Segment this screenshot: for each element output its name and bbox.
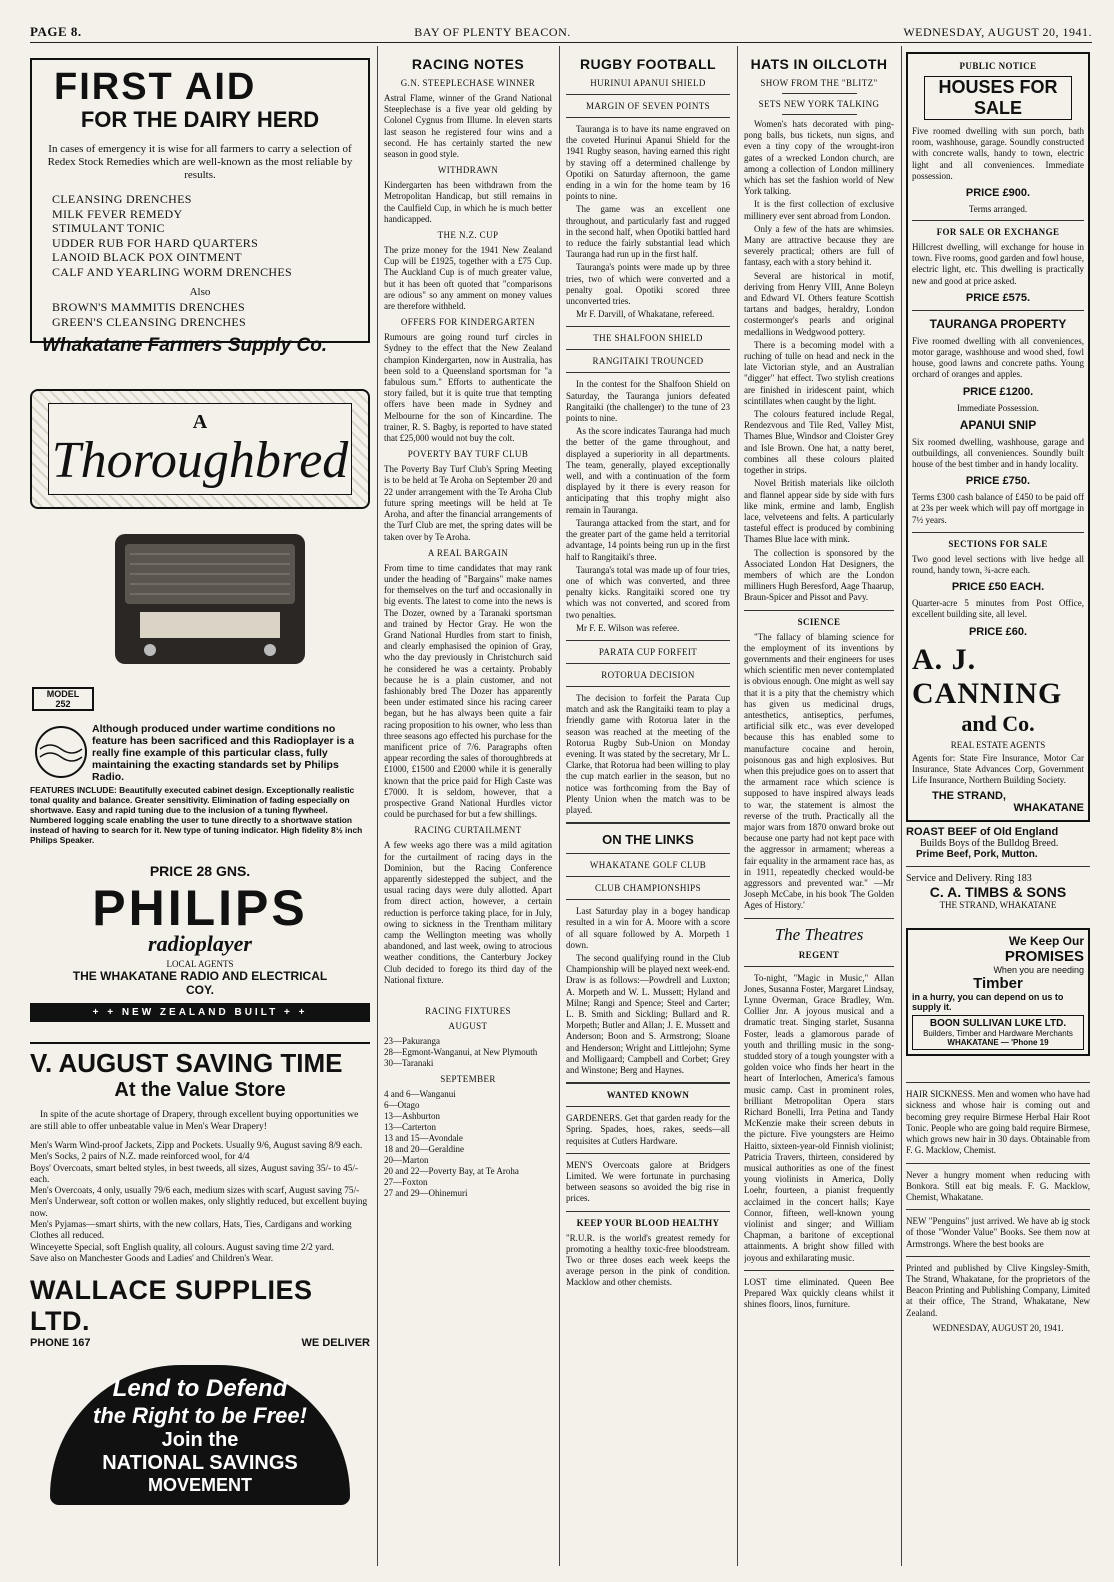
bonkora-notice: Never a hungry moment when reducing with Bonkora. Still eat big meals. F. G. Macklow, Chemist, Whakatane. bbox=[906, 1169, 1090, 1202]
divider bbox=[912, 220, 1084, 221]
fixture-item: 13—Ashburton bbox=[384, 1111, 440, 1122]
terms-1: Terms arranged. bbox=[968, 204, 1028, 215]
tauranga-head: TAURANGA PROPERTY bbox=[929, 316, 1067, 331]
masthead bbox=[30, 24, 1092, 40]
paragraph: The colours featured include Regal, Rendezvous and Tile Red, Valley Mist, Thames Blue, Windsor and Cloister Grey and Isle Brown. One hat, a natty beret, combines all these colours plaited together in strips. bbox=[744, 409, 894, 476]
september-fixtures bbox=[384, 1089, 552, 1199]
divider bbox=[566, 94, 730, 95]
philips-ad bbox=[30, 389, 370, 919]
wanted-2: MEN'S Overcoats galore at Bridgers Limited. We were fortunate in purchasing between seasons so avoided the big rise in prices. bbox=[566, 1159, 730, 1204]
price-5: PRICE £50 EACH. bbox=[951, 581, 1045, 594]
divider bbox=[566, 686, 730, 687]
golf-club-head: WHAKATANE GOLF CLUB bbox=[589, 860, 707, 871]
blood-head: KEEP YOUR BLOOD HEALTHY bbox=[576, 1217, 720, 1228]
rotorua-head: ROTORUA DECISION bbox=[601, 669, 695, 680]
apanui-head: APANUI SNIP bbox=[959, 417, 1037, 432]
remedy-list bbox=[42, 192, 358, 279]
also-label: Also bbox=[189, 286, 211, 298]
roast-beef-head: ROAST BEEF of Old England bbox=[906, 826, 1059, 839]
wanted-1: GARDENERS. Get that garden ready for the Spring. Spades, hoes, rakes, seeds—all requisites at Cutlers Hardware. bbox=[566, 1113, 730, 1146]
remedy-item: LANOID BLACK POX OINTMENT bbox=[52, 250, 242, 264]
divider bbox=[744, 966, 894, 967]
section-head: WITHDRAWN bbox=[437, 165, 499, 176]
section-body: A few weeks ago there was a mild agitation for the curtailment of racing days in the Dominion, but the Racing Conference apparently sidestepped the subject, and the usual racing days were duly allotted. Apart from direct action, however, a certain reduction is perforce taking place, for in July, owing to sickness in the Trentham military camp the Wellington meeting was wholly abandoned, and last week, owing to atrocious weather conditions, the Canterbury Jockey Club decided to forego its third day of the National fixture. bbox=[384, 840, 552, 985]
divider bbox=[744, 918, 894, 919]
remedy-item: CALF AND YEARLING WORM DRENCHES bbox=[52, 264, 292, 279]
rugby-sub-1: HURINUI APANUI SHIELD bbox=[590, 78, 706, 88]
regent-head: REGENT bbox=[798, 949, 840, 960]
divider bbox=[906, 1256, 1090, 1257]
racing-column bbox=[384, 46, 552, 1576]
house-1: Five roomed dwelling with sun porch, bath room, washhouse, garage. Soundly constructed with concrete walls, handy to town, electric light and all conveniences. Immediate possession. bbox=[912, 126, 1084, 181]
paragraph: The second qualifying round in the Club Championship will be played next week-end. Draw is as follows:—Powdrell and Luxton; A. Morpeth and W. L. Mussett; Hyland and Milne; Rangi and Spence; Steel and Carter; L. B. Smith and Sickling; Bullard and R. Morpeth; Butler and Allan; J. E. Mussett and Anderson; Boon and S. Armstrong; Sloane and Henderson; Wright and Littlejohn; Syme and Molligaard; Campbell and Corbet; Grey and Winstone; Berg and Haynes. bbox=[566, 952, 730, 1075]
issue-date: WEDNESDAY, AUGUST 20, 1941. bbox=[903, 24, 1092, 39]
sale-line: Boys' Overcoats, smart belted styles, in best tweeds, all sizes, August saving 35/- to 45/- each. bbox=[30, 1163, 359, 1185]
radio-illustration bbox=[110, 524, 310, 674]
divider bbox=[782, 114, 857, 115]
philips-blurb: Although produced under wartime conditions no feature has been sacrificed and this Radioplayer is a really fine example of this particular class, fully maintaining the exacting standards set by Philips Radio. bbox=[92, 723, 355, 783]
divider bbox=[566, 326, 730, 327]
savings-line-1: Lend to Defend bbox=[112, 1375, 288, 1403]
house-3: Five roomed dwelling with all conveniences, motor garage, washhouse and wood shed, fowl house, good lawns and concrete paths. Young orchard of oranges and apples. bbox=[912, 335, 1084, 380]
fixture-item: 20—Marton bbox=[384, 1155, 429, 1166]
philips-features: FEATURES INCLUDE: Beautifully executed cabinet design. Exceptionally realistic tonal quality and balance. Greater sensitivity. Elimination of fading especially on shortwave. Easy and rapid tuning due to the inclusion of a tuning flywheel. Numbered logging scale enabling the user to tune directly to a shortwave station instead of having to search for it. New type of tuning indicator. High fidelity 8½ inch Philips Speaker. bbox=[30, 785, 363, 845]
paragraph: Mr F. Darvill, of Whakatane, refereed. bbox=[576, 309, 715, 320]
public-notice-box bbox=[906, 52, 1090, 822]
paragraph: As the score indicates Tauranga had much the better of the game throughout, and displayed a superiority in all departments. The team, generally, played exceptionally well, and with a continuation of the form displayed by it there is every reason for anticipating that this trophy might also remain in Tauranga. bbox=[566, 426, 730, 515]
hair-notice: HAIR SICKNESS. Men and women who have had sickness and whose hair is coming out and becoming grey require Birmese Herbal Hair Root Tonic. People who are going bald require Birmese, which grows new hair in 30 days. Obtainable from F. G. Macklow, Chemist. bbox=[906, 1089, 1090, 1156]
value-store-ad bbox=[30, 1042, 370, 1349]
fixture-item: 13—Carterton bbox=[384, 1122, 436, 1133]
farmers-supply-name: Whakatane Farmers Supply Co. bbox=[42, 335, 328, 356]
timbs-name: C. A. TIMBS & SONS bbox=[929, 884, 1067, 901]
thoroughbred-a: A bbox=[192, 411, 208, 433]
wallace-supplies-name: WALLACE SUPPLIES LTD. bbox=[30, 1275, 313, 1337]
paragraph: Tauranga attacked from the start, and for the greater part of the game held a territorial advantage, 14 points being run up in the first half to Rangitaiki's three. bbox=[566, 517, 730, 562]
paragraph: Several are historical in motif, deriving from Henry VIII, Anne Boleyn and Edward VI. Others feature Scottish tartans and badges, heraldry, London costermonger's pearls and original medallions in Wedgwood pottery. bbox=[744, 270, 894, 337]
august-label: AUGUST bbox=[448, 1021, 488, 1032]
champs-head: CLUB CHAMPIONSHIPS bbox=[595, 883, 701, 894]
remedy-item: STIMULANT TONIC bbox=[52, 221, 165, 235]
remedy-item: GREEN'S CLEANSING DRENCHES bbox=[52, 314, 246, 329]
hats-sub-1: SHOW FROM THE "BLITZ" bbox=[760, 78, 878, 88]
exchange-head: FOR SALE OR EXCHANGE bbox=[936, 227, 1060, 238]
price-6: PRICE £60. bbox=[968, 625, 1028, 638]
wallace-deliver: WE DELIVER bbox=[301, 1337, 370, 1350]
price-4: PRICE £750. bbox=[965, 475, 1031, 488]
price-3: PRICE £1200. bbox=[962, 385, 1034, 398]
science-head: SCIENCE bbox=[797, 616, 841, 627]
section-head: OFFERS FOR KINDERGARTEN bbox=[400, 317, 536, 328]
section-head: THE N.Z. CUP bbox=[437, 230, 499, 241]
promise-line-3: When you are needing bbox=[993, 965, 1084, 976]
fixture-item: 27—Foxton bbox=[384, 1177, 428, 1188]
boon-trade: Builders, Timber and Hardware Merchants bbox=[923, 1029, 1073, 1039]
section-1: Two good level sections with live hedge all round, handy town, ¾-acre each. bbox=[912, 553, 1084, 576]
boon-box bbox=[912, 1015, 1084, 1050]
agency-list: Agents for: State Fire Insurance, Motor Car Insurance, State Advances Corp, Government Life Insurance, Northern Building Society. bbox=[912, 752, 1084, 786]
promise-line-1: We Keep Our bbox=[1008, 934, 1084, 949]
parata-body bbox=[566, 693, 730, 816]
rangitaiki-head: RANGITAIKI TROUNCED bbox=[592, 356, 704, 367]
parata-head: PARATA CUP FORFEIT bbox=[598, 646, 698, 657]
section-head: RACING CURTAILMENT bbox=[414, 825, 522, 836]
divider bbox=[566, 349, 730, 350]
racing-title: RACING NOTES bbox=[411, 56, 525, 72]
divider bbox=[566, 1106, 730, 1107]
fixture-item: 23—Pakuranga bbox=[384, 1036, 440, 1047]
fixture-item: 27 and 29—Ohinemuri bbox=[384, 1188, 468, 1199]
fixture-item: 6—Otago bbox=[384, 1100, 420, 1111]
paragraph: The game was an excellent one throughout, and particularly fast and rugged in the second half, when Opotiki battled hard to reduce the fairly substantial lead which Tauranga had run up in the first half. bbox=[566, 204, 730, 260]
sale-line: Men's Pyjamas—smart shirts, with the new collars, Hats, Ties, Cardigans and working Clothes all reduced. bbox=[30, 1220, 352, 1242]
fixture-item: 18 and 20—Geraldine bbox=[384, 1144, 464, 1155]
divider bbox=[566, 853, 730, 854]
fixture-item: 4 and 6—Wanganui bbox=[384, 1089, 456, 1100]
timber-word: Timber bbox=[973, 975, 1023, 993]
section-head: POVERTY BAY TURF CLUB bbox=[407, 449, 529, 460]
blood-body: "R.U.R. is the world's greatest remedy for promoting a healthy toxic-free bloodstream. Two or three doses each week keeps the average person in the pink of condition. Macklow and other chemists. bbox=[566, 1232, 730, 1288]
radio-knob bbox=[144, 644, 156, 656]
roast-beef-line: Builds Boys of the Bulldog Breed. bbox=[920, 838, 1059, 850]
section-body: From time to time candidates that may rank under the heading of "Bargains" make names for themselves on the turf and occasionally in big events. The latest to come into the news is The Dozer, owned by a Taranaki sportsman and trained by Hector Gray. He won the Grand National Hurdles from start to finish, and clearly emphasised the opinion of Gray, who the day previously in Christchurch said he considered he was a certainty. Probably because he is a plain customer, and not fashionably bred The Dozer has apparently been under estimated since his racing career began, but he has always been quite a fair racing proposition to his owner, who less than three seasons ago effected his purchase for the manificent price of 7/6. Paragraphs often appear recording the sales of thoroughbreds at £1000, £1500 and £2000 while it is generally known that the price paid for High Caste was £7000. It is seldom, however, that a prospective Grand National Hurdles victor could be purchased for but a few shillings. bbox=[384, 562, 552, 820]
paragraph: Tauranga's points were made up by three tries, two of which were converted and a penalty goal. Opotiki scored three unconverted tries. bbox=[566, 262, 730, 307]
value-store-subtitle: At the Value Store bbox=[114, 1079, 286, 1101]
national-savings-ad bbox=[50, 1365, 350, 1505]
fixture-item: 20 and 22—Poverty Bay, at Te Aroha bbox=[384, 1166, 519, 1177]
hats-sub-2: SETS NEW YORK TALKING bbox=[758, 99, 880, 109]
sale-line: Winceyette Special, soft English quality, all colours. August saving time 2/2 yard. bbox=[30, 1242, 334, 1253]
philips-price: PRICE 28 GNS. bbox=[149, 863, 251, 879]
model-number: 252 bbox=[55, 699, 71, 709]
boon-phone: WHAKATANE — 'Phone 19 bbox=[947, 1038, 1049, 1048]
fixture-item: 13 and 15—Avondale bbox=[384, 1133, 463, 1144]
section-head: G.N. STEEPLECHASE WINNER bbox=[400, 78, 536, 88]
paragraph: Women's hats decorated with ping-pong balls, bus tickets, nun signs, and even a tiny copy of the wrought-iron gates of a wrecked London church, are among a collection of London millinery which has set the fashion world of New York talking. bbox=[744, 119, 894, 197]
sections-head: SECTIONS FOR SALE bbox=[948, 538, 1048, 549]
divider bbox=[566, 1211, 730, 1212]
paragraph: In the contest for the Shalfoon Shield on Saturday, the Tauranga juniors defeated Rangitaiki (the challenger) to the tune of 23 points to nine. bbox=[566, 379, 730, 424]
paragraph: Tauranga's total was made up of four tries, one of which was converted, and three penalty kicks. Rangitaiki scored one try which was not converted, and scored from two penalties. bbox=[566, 564, 730, 620]
sale-line: Men's Warm Wind-proof Jackets, Zipp and Pockets. Usually 9/6, August saving 8/9 each. bbox=[30, 1141, 363, 1151]
savings-line-5: MOVEMENT bbox=[147, 1475, 252, 1496]
fixture-item: 28—Egmont-Wanganui, at New Plymouth bbox=[384, 1047, 538, 1058]
column-rule bbox=[559, 46, 560, 1566]
radio-agent-name: THE WHAKATANE RADIO AND ELECTRICAL COY. bbox=[72, 969, 328, 997]
model-label: MODEL bbox=[46, 689, 80, 699]
wallace-contact bbox=[30, 1337, 370, 1349]
golf-body bbox=[566, 906, 730, 1076]
section-body: The Poverty Bay Turf Club's Spring Meeting is to be held at Te Aroha on September 20 and 22 under arrangement with the Te Aroha Club future spring meetings will be held at Te Aroha, and after the financial arrangements of the Turf Club are met, the spring dates will be taken over by Te Aroha. bbox=[384, 464, 552, 542]
radioplayer-logo: radioplayer bbox=[148, 931, 252, 956]
divider bbox=[566, 117, 730, 118]
masthead-rule bbox=[30, 42, 1092, 43]
local-agents-label: LOCAL AGENTS bbox=[166, 959, 234, 969]
divider bbox=[782, 93, 857, 94]
sale-line: Men's Underwear, soft cotton or wollen makes, only slightly reduced, but excellent buying now. bbox=[30, 1197, 368, 1219]
paragraph: There is a becoming model with a ruching of tulle on head and neck in the late Victorian style, and an Australian "digger" hat effect. Two stylish creations are finished in iridescent paint, which scintillates when caught by the light. bbox=[744, 339, 894, 406]
rugby-sub-2: MARGIN OF SEVEN POINTS bbox=[585, 101, 711, 111]
divider bbox=[744, 610, 894, 611]
theatres-title: The Theatres bbox=[774, 924, 864, 944]
divider bbox=[566, 372, 730, 373]
section-body: Astral Flame, winner of the Grand National Steeplechase is a five year old gelding by Colonel Cygnus from Illume. In eleven starts last season he registered four wins and a second. He has certainly started the new season in good style. bbox=[384, 93, 552, 160]
service-line: Service and Delivery. Ring 183 bbox=[906, 873, 1032, 885]
savings-line-4: NATIONAL SAVINGS bbox=[102, 1452, 298, 1475]
promise-line-4: in a hurry, you can depend on us to supply it. bbox=[912, 992, 1064, 1013]
hats-column bbox=[744, 46, 894, 1576]
divider bbox=[906, 1209, 1090, 1210]
divider bbox=[906, 866, 1090, 867]
theatre-body bbox=[744, 973, 894, 1264]
boon-name: BOON SULLIVAN LUKE LTD. bbox=[929, 1018, 1067, 1030]
radio-dial bbox=[140, 612, 280, 638]
paragraph: Tauranga is to have its name engraved on the coveted Hurinui Apanui Shield for the 1941 Rugby season, having earned this right by staving off a determined challenge by Opotiki on Saturday afternoon, the game ending in a win for the home team by 16 points to nine. bbox=[566, 124, 730, 202]
remedy-item: CLEANSING DRENCHES bbox=[52, 192, 192, 206]
ads-column bbox=[30, 46, 370, 1576]
section-body: The prize money for the 1941 New Zealand Cup will be £1925, together with a £75 Cup. The Auckland Cup is of much greater value, but it has been oft quoted that "comparisons are odious" so any amment on money values are therefore withheld. bbox=[384, 245, 552, 312]
terms-4: Terms £300 cash balance of £450 to be paid off at 23s per week which will pay off mortgage in 7½ years. bbox=[912, 492, 1084, 525]
nz-built-banner: + + NEW ZEALAND BUILT + + bbox=[30, 1003, 370, 1022]
sale-line: Save also on Manchester Goods and Ladies' and Children's Wear. bbox=[30, 1253, 274, 1264]
divider bbox=[912, 532, 1084, 533]
rugby-title: RUGBY FOOTBALL bbox=[579, 56, 716, 72]
divider bbox=[912, 310, 1084, 311]
savings-line-3: Join the bbox=[161, 1429, 239, 1452]
science-body bbox=[744, 632, 894, 912]
column-rule bbox=[901, 46, 902, 1566]
first-aid-title: FIRST AID bbox=[54, 66, 257, 108]
thoroughbred-script: Thoroughbred bbox=[51, 432, 349, 489]
paper-name: BAY OF PLENTY BEACON. bbox=[414, 24, 571, 39]
paragraph: Only a few of the hats are whimsies. Many are attractive because they are severely practical; others are full of fantasy, each with a story behind it. bbox=[744, 223, 894, 268]
canning-name: A. J. CANNING bbox=[912, 642, 1063, 710]
model-badge bbox=[32, 687, 94, 711]
radio-knob bbox=[264, 644, 276, 656]
links-title: ON THE LINKS bbox=[602, 832, 694, 848]
remedy-item: MILK FEVER REMEDY bbox=[52, 206, 183, 221]
remedy-list-2 bbox=[42, 300, 358, 329]
paragraph: The decision to forfeit the Parata Cup match and ask the Rangitaiki team to play a friendly game with Rotorua later in the season was reached at the meeting of the Rotorua Rugby Sub-Union on Monday evening. It was stated by the secretary, Mr L. Clarke, that Rotorua had been willing to play the cup match earlier in the season, but no notice was forthcoming from the Bay of Plenty Union when the match was to be played. bbox=[566, 692, 730, 815]
divider bbox=[566, 899, 730, 900]
hats-body bbox=[744, 119, 894, 604]
footer-date: WEDNESDAY, AUGUST 20, 1941. bbox=[932, 1322, 1064, 1333]
first-aid-subtitle: FOR THE DAIRY HERD bbox=[80, 107, 320, 132]
section-body: Kindergarten has been withdrawn from the Metropolitan Handicap, but still remains in the Caulfield Cup, in which he is much better handicapped. bbox=[384, 180, 552, 224]
paragraph: "The fallacy of blaming science for the employment of its inventions by governments and their engineers for uses which scientific men never contemplated is obvious enough. One might as well say that it is a pity that the chemistry which has given us medicinal drugs, antesthetics, antiseptics, perfumes, artificial silk etc., was ever developed because this has enabled some to manufacture cocaine and heroin, poisonous gas and high explosives. But when this prejudice goes on to assert that the armament race which science is supposed to have inspired always leads to war, the statement is almost the reverse of the truth. Practically all the major wars from 1870 onward broke out because one party had not kept pace with the aggressor in armament; whereas a fair equality in the armament race has, as in 1911, repeatedly checked would-be aggressors and prevented war." —Mr Joseph McCabe, in his book 'The Golden Ages of History.' bbox=[744, 631, 894, 911]
rugby-body bbox=[566, 124, 730, 320]
terms-3: Immediate Possession. bbox=[957, 402, 1039, 413]
paragraph: Mr F. E. Wilson was referee. bbox=[576, 622, 680, 633]
divider bbox=[566, 876, 730, 877]
section-2: Quarter-acre 5 minutes from Post Office, excellent building site, all level. bbox=[912, 598, 1084, 620]
canning-co: and Co. bbox=[961, 710, 1035, 736]
canning-strand: THE STRAND, bbox=[932, 790, 1006, 803]
paragraph: Last Saturday play in a bogey handicap resulted in a win for A. Moore with a score of all square followed by A. Morpeth 1 down. bbox=[566, 906, 730, 950]
houses-for-sale-title: HOUSES FOR SALE bbox=[924, 76, 1072, 120]
real-estate-label: REAL ESTATE AGENTS bbox=[950, 739, 1046, 750]
price-2: PRICE £575. bbox=[965, 291, 1031, 304]
page-number: PAGE 8. bbox=[30, 24, 82, 39]
canning-town: WHAKATANE bbox=[1013, 802, 1084, 815]
fixtures-title: RACING FIXTURES bbox=[425, 1006, 511, 1017]
thoroughbred-banner bbox=[30, 389, 370, 509]
september-label: SEPTEMBER bbox=[440, 1074, 496, 1085]
section-head: A REAL BARGAIN bbox=[427, 547, 509, 558]
paragraph: Novel British materials like oilcloth and flannel appear side by side with furs like mink, ermine and lamb, English lace, velveteens and felts. A particularly tasteful effect is produced by combining Thames Blue lace with mink. bbox=[744, 478, 894, 545]
public-notice-head: PUBLIC NOTICE bbox=[959, 61, 1037, 71]
boon-sullivan-ad bbox=[906, 928, 1090, 1056]
section-body: Rumours are going round turf circles in Sydney to the effect that the New Zealand champion Kindergarten, now in Australia, has been sold to a Queensland sportsman for "a fabulous sum." Efforts to authenticate the story failed, but it is quite true that tempting offers have been made in Sydney and Melbourne for the son of Kincardine. The trainer, R. S. Bagby, is reported to have stated that £25,000 would not buy the colt. bbox=[384, 332, 552, 444]
column-rule bbox=[377, 46, 378, 1566]
savings-line-2: the Right to be Free! bbox=[93, 1403, 307, 1429]
remedy-item: UDDER RUB FOR HARD QUARTERS bbox=[52, 235, 259, 250]
paragraph: The collection is sponsored by the Associated London Hat Designers, the members of which are the London milliners Hugh Beresford, Aage Thaarup, Braun-Spicer and Pissot and Pavy. bbox=[744, 547, 894, 603]
august-fixtures bbox=[384, 1036, 552, 1069]
philips-shield-icon bbox=[34, 725, 88, 779]
divider bbox=[566, 822, 730, 824]
shalfoon-head: THE SHALFOON SHIELD bbox=[593, 333, 703, 344]
paragraph: To-night, "Magic in Music," Allan Jones, Susanna Foster, Margaret Lindsay, Lynne Overman, Grace Bradley, Wm. Collier Jnr. A joyous musical and a dramatic treat. Singing starlet, Susanna Foster, leads a glamorous parade of youth and thrilling music in the song-studded story of a tough youngster with a golden voice who finds her heart in the heart of Interlochen, America's famous music camp. Cast in prominent roles, brilliant Metropolitan Opera stars Richard Bonelli, Irra Petina and Tandy McKenzie make their screen debuts in the picture. Five youngsters are Heimo Haitto, sixteen-year-old Finnish violinist; Patricia Travers, thirteen, considered by musical authorities as one of the finest young violinists in America, Dolly Loehr, fourteen, a pianist frequently acclaimed in the concert halls; Kaye Connor, fifteen, well-known young violinist and singer; and William Chapman, a baritone of exceptional attainments. A bright show filled with joyous and exhilarating music. bbox=[744, 972, 894, 1263]
sale-line: Men's Socks, 2 pairs of N.Z. made reinforced wool, for 4/4 bbox=[30, 1152, 250, 1163]
lost-notice: LOST time eliminated. Queen Bee Prepared Wax quickly cleans whilst it shines floors, linos, furniture. bbox=[744, 1276, 894, 1310]
house-4: Six roomed dwelling, washhouse, garage and outbuildings, all conveniences. Soundly built house of the best timber and in handy locality. bbox=[912, 436, 1084, 470]
divider bbox=[906, 1163, 1090, 1164]
saving-time-title: V. AUGUST SAVING TIME bbox=[30, 1048, 343, 1078]
value-store-intro: In spite of the acute shortage of Drapery, through excellent buying opportunities we are still able to offer unbeatable value in Men's Wear Drapery! bbox=[30, 1110, 359, 1132]
imprint: Printed and published by Clive Kingsley-Smith, The Strand, Whakatane, for the proprietors of the Beacon Printing and Publishing Company, Limited at their office, The Strand, Whakatane, New Zealand. bbox=[906, 1262, 1090, 1318]
divider bbox=[566, 1082, 730, 1084]
rugby-column bbox=[566, 46, 730, 1576]
promise-line-2: PROMISES bbox=[1004, 948, 1084, 966]
divider bbox=[566, 1153, 730, 1154]
timbs-ad bbox=[906, 826, 1090, 910]
value-store-list bbox=[30, 1141, 370, 1265]
timbs-address: THE STRAND, WHAKATANE bbox=[939, 900, 1057, 911]
first-aid-ad bbox=[30, 58, 370, 356]
shalfoon-body bbox=[566, 379, 730, 633]
penguins-notice: NEW "Penguins" just arrived. We have ab ig stock of those "Wonder Value" Books. See them now at Armstrongs. Where the best books are bbox=[906, 1216, 1090, 1249]
price-1: PRICE £900. bbox=[965, 187, 1031, 200]
column-rule bbox=[737, 46, 738, 1566]
hats-title: HATS IN OILCLOTH bbox=[750, 56, 888, 72]
fixture-item: 30—Taranaki bbox=[384, 1058, 434, 1069]
paragraph: It is the first collection of exclusive millinery ever sent abroad from London. bbox=[744, 199, 894, 221]
first-aid-intro: In cases of emergency it is wise for all farmers to carry a selection of Redex Stock Remedies which are well-known as the most reliable by results. bbox=[47, 143, 353, 181]
wallace-phone: PHONE 167 bbox=[30, 1337, 91, 1350]
prime-meats: Prime Beef, Pork, Mutton. bbox=[916, 849, 1038, 861]
divider bbox=[906, 1082, 1090, 1083]
philips-logo: PHILIPS bbox=[92, 880, 308, 936]
notices-column bbox=[906, 46, 1090, 1576]
remedy-item: BROWN'S MAMMITIS DRENCHES bbox=[52, 300, 246, 314]
divider bbox=[744, 1270, 894, 1271]
divider bbox=[566, 640, 730, 641]
wanted-known-head: WANTED KNOWN bbox=[606, 1090, 690, 1101]
divider bbox=[566, 663, 730, 664]
house-2: Hillcrest dwelling, will exchange for house in town. Five rooms, good garden and fowl house, electric light, etc. This dwelling is practically new and good at price asked. bbox=[912, 242, 1084, 286]
sale-line: Men's Overcoats, 4 only, usually 79/6 each, medium sizes with scarf, August saving 75/- bbox=[30, 1186, 360, 1197]
